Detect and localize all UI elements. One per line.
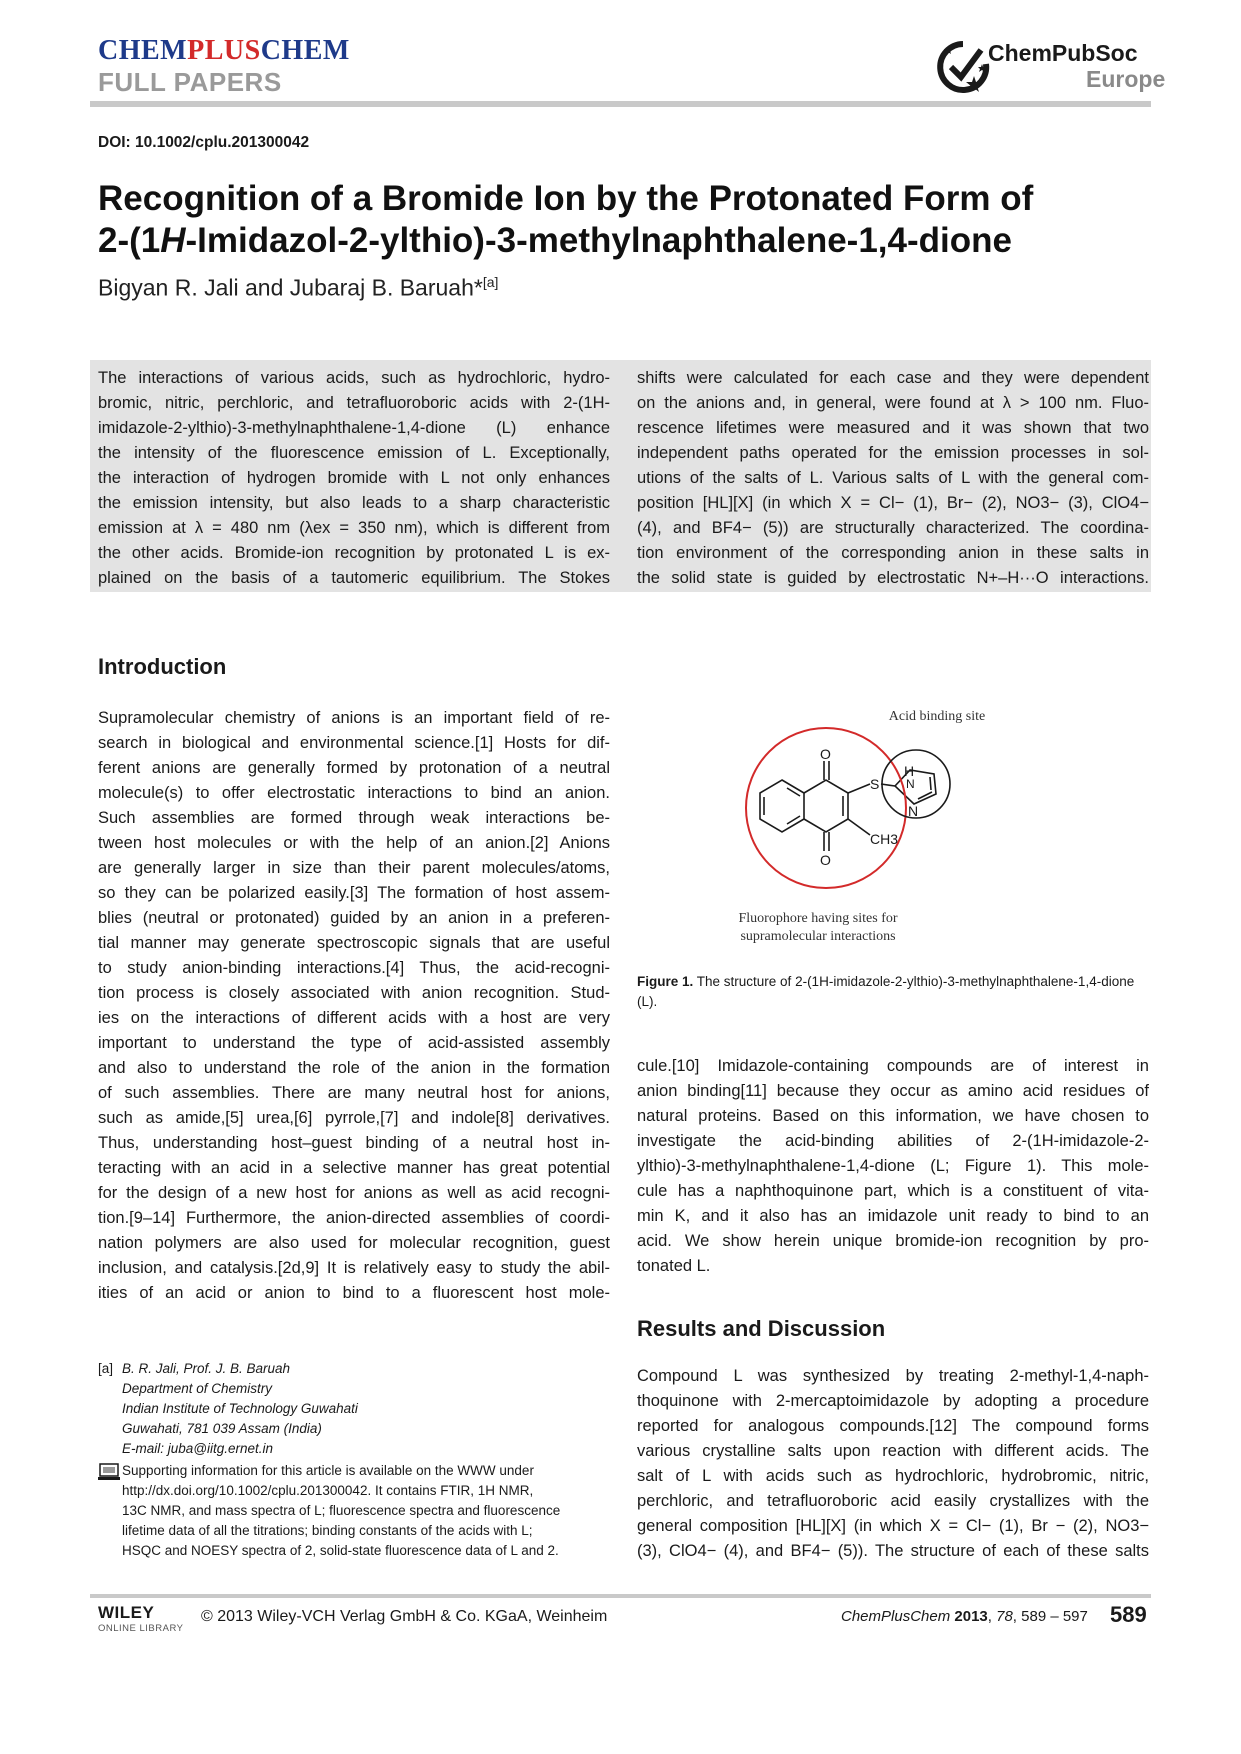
body-line: natural proteins. Based on this information, we have chosen to — [637, 1107, 1149, 1125]
header-rule — [90, 101, 1151, 107]
quinone-ring — [804, 780, 848, 832]
body-line: such as amide,[5] urea,[6] pyrrole,[7] and indole[8] derivatives. — [98, 1109, 610, 1127]
label-fluorophore-1: Fluorophore having sites for — [738, 911, 898, 926]
page-number: 589 — [1110, 1602, 1147, 1627]
computer-icon — [98, 1463, 120, 1481]
body-line: perchloric, and tetrafluoroboric acid easily crystallizes with the — [637, 1492, 1149, 1510]
title-line-2: 2-(1H-Imidazol-2-ylthio)-3-methylnaphthalene-1,4-dione — [98, 221, 1012, 260]
abstract-line: the interaction of hydrogen bromide with L not only enhances — [98, 469, 610, 487]
abstract-line: position [HL][X] (in which X = Cl− (1), Br− (2), NO3− (3), ClO4− — [637, 494, 1149, 512]
atom-o-bottom: O — [820, 852, 831, 868]
body-line: general composition [HL][X] (in which X = Cl− (1), Br − (2), NO3− — [637, 1517, 1149, 1535]
body-line: salt of L with acids such as hydrochloric, hydrobromic, nitric, — [637, 1467, 1149, 1485]
affiliation-line: Indian Institute of Technology Guwahati — [122, 1401, 358, 1416]
body-line: Supramolecular chemistry of anions is an important field of re- — [98, 709, 610, 727]
si-line[interactable]: http://dx.doi.org/10.1002/cplu.201300042. It contains FTIR, 1H NMR, — [122, 1483, 534, 1498]
body-line: cule has a naphthoquinone part, which is a constituent of vita- — [637, 1182, 1149, 1200]
wiley-logo — [98, 1603, 184, 1634]
body-line: are generally larger in size than their parent molecules/atoms, — [98, 859, 610, 877]
introduction-heading: Introduction — [98, 654, 227, 679]
body-line: reported for analogous compounds.[12] The compound forms — [637, 1417, 1149, 1435]
body-line: cule.[10] Imidazole-containing compounds are of interest in — [637, 1057, 1149, 1075]
publisher-star-logo-icon — [934, 38, 992, 96]
label-acid-binding-site: Acid binding site — [888, 709, 986, 724]
body-line: (3), ClO4− (4), and BF4− (5)). The structure of each of these salts — [637, 1542, 1149, 1560]
body-line: ferent anions are generally formed by protonation of a neutral — [98, 759, 610, 777]
body-line: tonated L. — [637, 1257, 711, 1275]
abstract-right-column — [637, 366, 1149, 591]
introduction-text — [98, 706, 610, 1306]
affiliation-line: B. R. Jali, Prof. J. B. Baruah — [122, 1361, 291, 1376]
title-line-1: Recognition of a Bromide Ion by the Protonated Form of — [98, 179, 1034, 218]
atom-n-bottom: N — [908, 803, 919, 819]
abstract-line: imidazole-2-ylthio)-3-methylnaphthalene-1,4-dione (L) enhance — [98, 419, 610, 437]
body-line: of such assemblies. There are many neutral host for anions, — [98, 1084, 610, 1102]
body-line: min K, and it also has an imidazole unit ready to bind to an — [637, 1207, 1149, 1225]
abstract-line: the solid state is guided by electrostatic N+–H···O interactions. — [637, 569, 1149, 587]
body-line: nation polymers are also used for molecular recognition, guest — [98, 1234, 610, 1252]
body-line: thoquinone with 2-mercaptoimidazole by adopting a procedure — [637, 1392, 1149, 1410]
body-line: molecule(s) to offer electrostatic interactions to bind an anion. — [98, 784, 610, 802]
citation: ChemPlusChem 2013, 78, 589 – 597 — [841, 1608, 1088, 1625]
benzene-ring — [760, 780, 804, 832]
results-heading: Results and Discussion — [637, 1316, 886, 1341]
abstract-line: bromic, nitric, perchloric, and tetrafluoroboric acids with 2-(1H- — [98, 394, 610, 412]
body-line: tion process is closely associated with anion recognition. Stud- — [98, 984, 610, 1002]
abstract-line: independent paths operated for the emission processes in sol- — [637, 444, 1149, 462]
affiliation-marker: [a] — [98, 1361, 114, 1376]
abstract-left-column — [98, 366, 610, 591]
body-line: Compound L was synthesized by treating 2-methyl-1,4-naph- — [637, 1367, 1149, 1385]
imidazole-ring — [895, 770, 936, 804]
atom-o-top: O — [820, 746, 831, 762]
body-line: blies (neutral or protonated) guided by an anion in a preferen- — [98, 909, 610, 927]
affiliation-line: Department of Chemistry — [122, 1381, 273, 1396]
body-line: to study anion-binding interactions.[4] Thus, the acid-recogni- — [98, 959, 610, 977]
atom-n-top: N — [906, 777, 915, 791]
body-line: tion.[9–14] Furthermore, the anion-directed assemblies of coordi- — [98, 1209, 610, 1227]
body-line: tial manner may generate spectroscopic signals that are useful — [98, 934, 610, 952]
body-line: anion binding[11] because they occur as amino acid residues of — [637, 1082, 1149, 1100]
authors: Bigyan R. Jali and Jubaraj B. Baruah*[a] — [98, 274, 499, 301]
si-line: 13C NMR, and mass spectra of L; fluorescence spectra and fluorescence — [122, 1503, 561, 1518]
abstract-line: The interactions of various acids, such as hydrochloric, hydro- — [98, 369, 610, 387]
doi[interactable]: DOI: 10.1002/cplu.201300042 — [98, 134, 310, 151]
body-line: investigate the acid-binding abilities of 2-(1H-imidazole-2- — [637, 1132, 1149, 1150]
atom-h: H — [904, 763, 915, 779]
body-line: ylthio)-3-methylnaphthalene-1,4-dione (L; Figure 1). This mole- — [637, 1157, 1149, 1175]
wiley-name: WILEY — [98, 1603, 155, 1622]
group-ch3: CH3 — [870, 831, 899, 847]
wiley-sub: ONLINE LIBRARY — [98, 1623, 184, 1634]
body-line: acid. We show herein unique bromide-ion recognition by pro- — [637, 1232, 1149, 1250]
body-line: so they can be polarized easily.[3] The formation of host assem- — [98, 884, 610, 902]
body-line: for the design of a new host for anions as well as acid recogni- — [98, 1184, 610, 1202]
affiliation-footnote — [122, 1359, 358, 1459]
body-line: search in biological and environmental science.[1] Hosts for dif- — [98, 734, 610, 752]
si-line: Supporting information for this article is available on the WWW under — [122, 1463, 534, 1478]
abstract-line: (4), and BF4− (5)) are structurally characterized. The coordina- — [637, 519, 1149, 537]
article-title — [98, 178, 1148, 262]
body-line: various crystalline salts upon reaction with different acids. The — [637, 1442, 1149, 1460]
figure-1-caption: Figure 1. The structure of 2-(1H-imidazole-2-ylthio)-3-methylnaphthalene-1,4-dione (L). — [637, 974, 1135, 1009]
si-line: lifetime data of all the titrations; binding constants of the acids with L; — [122, 1523, 533, 1538]
copyright: © 2013 Wiley-VCH Verlag GmbH & Co. KGaA, Weinheim — [201, 1608, 608, 1625]
figure-1-structure — [722, 704, 1152, 962]
footer-rule — [90, 1594, 1151, 1598]
affiliation-line: Guwahati, 781 039 Assam (India) — [122, 1421, 322, 1436]
section-label: FULL PAPERS — [98, 67, 282, 97]
abstract-line: tion environment of the corresponding anion in these salts in — [637, 544, 1149, 562]
abstract-line: the emission intensity, but also leads to a sharp characteristic — [98, 494, 610, 512]
affiliation-email[interactable]: E-mail: juba@iitg.ernet.in — [122, 1441, 274, 1456]
results-text — [637, 1364, 1149, 1564]
abstract-line: shifts were calculated for each case and they were dependent — [637, 369, 1149, 387]
abstract-line: the other acids. Bromide-ion recognition by protonated L is ex- — [98, 544, 610, 562]
body-line: Such assemblies are formed through weak interactions be- — [98, 809, 610, 827]
abstract-line: the intensity of the fluorescence emission of L. Exceptionally, — [98, 444, 610, 462]
atom-s: S — [870, 776, 880, 792]
journal-name: CHEMPLUSCHEM — [98, 35, 350, 66]
abstract-line: emission at λ = 480 nm (λex = 350 nm), which is different from — [98, 519, 610, 537]
body-line: ities of an acid or anion to bind to a fluorescent host mole- — [98, 1284, 610, 1302]
right-column-text — [637, 1054, 1149, 1279]
body-line: important to understand the type of acid-assisted assembly — [98, 1034, 610, 1052]
abstract-line: plained on the basis of a tautomeric equilibrium. The Stokes — [98, 569, 610, 587]
body-line: ies on the interactions of different acids with a host are very — [98, 1009, 610, 1027]
supporting-info-footnote — [122, 1461, 622, 1561]
body-line: inclusion, and catalysis.[2d,9] It is relatively easy to study the abil- — [98, 1259, 610, 1277]
si-line: HSQC and NOESY spectra of 2, solid-state fluorescence data of L and 2. — [122, 1543, 559, 1558]
publisher-name: ChemPubSoc — [988, 40, 1138, 66]
abstract-line: rescence lifetimes were measured and it was shown that two — [637, 419, 1149, 437]
body-line: Thus, understanding host–guest binding of a neutral host in- — [98, 1134, 610, 1152]
body-line: tween host molecules or with the help of an anion.[2] Anions — [98, 834, 610, 852]
body-line: teracting with an acid in a selective manner has great potential — [98, 1159, 610, 1177]
label-fluorophore-2: supramolecular interactions — [740, 929, 896, 944]
publisher-region: Europe — [1086, 66, 1166, 92]
abstract-line: on the anions and, in general, were found at λ > 100 nm. Fluo- — [637, 394, 1149, 412]
abstract-line: utions of the salts of L. Various salts of L with the general com- — [637, 469, 1149, 487]
body-line: and also to understand the role of the anion in the formation — [98, 1059, 610, 1077]
